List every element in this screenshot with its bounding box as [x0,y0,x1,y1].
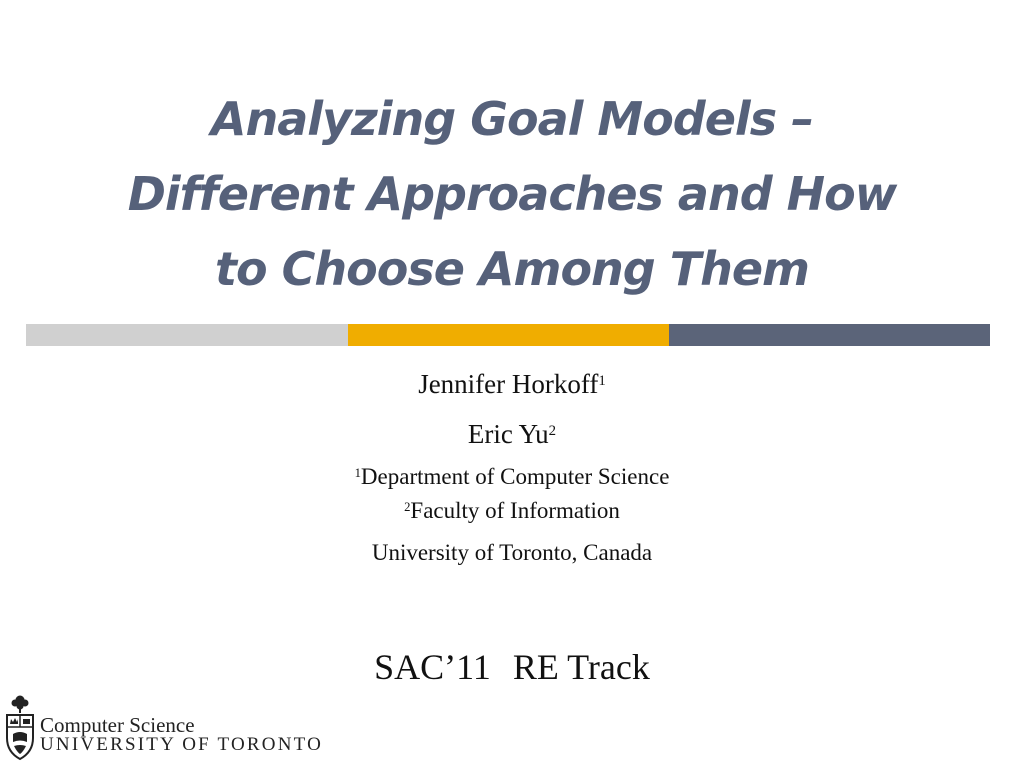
venue [0,644,1024,690]
divider-bar-slate [669,324,990,346]
affiliation-2 [0,496,1024,526]
venue-conference: SAC’11 [374,647,491,687]
logo-university: UNIVERSITY OF TORONTO [40,734,324,755]
divider-bar-gold [348,324,669,346]
venue-track: RE Track [512,647,650,687]
affiliation-2-text: Faculty of Information [410,498,620,523]
affiliation-1-sup: 1 [354,466,361,481]
author-2-name: Eric Yu [467,419,549,449]
university-crest-icon [4,694,36,762]
author-2 [0,416,1024,452]
title-line-2: Different Approaches and How [127,167,897,221]
logo-department: Computer Science [40,713,195,737]
affiliation-3-text: University of Toronto, Canada [371,540,653,565]
affiliation-2-sup: 2 [404,500,411,515]
author-1-name: Jennifer Horkoff [418,369,599,399]
slide-title [60,82,964,307]
author-1 [0,366,1024,402]
affiliation-3 [0,538,1024,568]
author-2-sup: 2 [548,422,557,439]
affiliation-1-text: Department of Computer Science [360,464,670,489]
divider-bar-gray [26,324,348,346]
title-line-1: Analyzing Goal Models – [210,92,814,146]
title-line-3: to Choose Among Them [215,242,809,296]
affiliation-1 [0,462,1024,492]
author-1-sup: 1 [598,372,606,389]
university-logo [4,694,324,762]
